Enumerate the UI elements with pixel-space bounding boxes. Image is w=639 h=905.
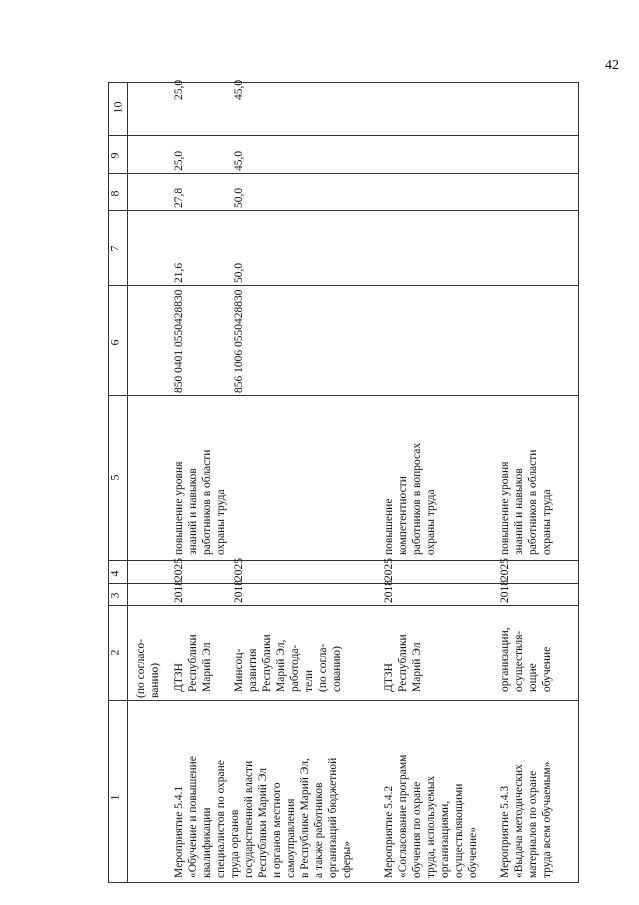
value-col8: 50,0 [233,187,245,208]
end-year: 2025 [499,558,511,581]
column-divider [108,135,579,136]
start-year: 2018 [499,580,511,603]
measure-name: Мероприятие 5.4.3 «Выдача методических материалов по охране труда всем обучаемым» [499,761,553,878]
table-border [578,82,579,882]
expected-result: повышение компетентности работников в вопросах охраны труда [383,442,437,555]
column-divider [108,882,579,883]
value-col7: 50,0 [233,262,245,283]
page-number: 42 [605,58,619,73]
column-divider [108,605,579,606]
table-border [127,82,128,882]
table-border [108,82,109,882]
value-col10: 45,0 [233,79,245,100]
end-year: 2025 [233,558,245,581]
header-col-9: 9 [107,152,122,159]
column-divider [108,395,579,396]
end-year: 2025 [173,558,185,581]
executor: ДТЗН Республики Марий Эл [173,634,213,692]
value-col7: 21,6 [173,262,185,283]
header-col-3: 3 [107,592,122,599]
header-col-1: 1 [107,794,122,801]
measure-name: Мероприятие 5.4.1 «Обучение и повышение квалификации специалистов по охране труда органов государственной власти Республики Марий Эл и органов местного самоуправления в Республике Марий Эл, а также работников организаций бюджетной сферы» [173,756,353,878]
column-divider [108,700,579,701]
column-divider [108,285,579,286]
value-col8: 27,8 [173,187,185,208]
budget-code: 850 0401 0550428830 [173,289,185,393]
column-divider [108,173,579,174]
expected-result: повышение уровня знаний и навыков работников в области охраны труда [173,449,227,555]
expected-result: повышение уровня знаний и навыков работников в области охраны труда [499,449,553,555]
header-col-6: 6 [107,339,122,346]
end-year: 2025 [383,558,395,581]
header-col-10: 10 [110,101,125,114]
measure-name: Мероприятие 5.4.2 «Согласование программ обучения по охране труда, используемых организациями, осуществляющими обучение» [383,754,479,878]
approval-note: (по согласо- ванию) [135,638,161,698]
header-col-7: 7 [107,245,122,252]
executor: ДТЗН Республики Марий Эл [383,634,423,692]
value-col10: 25,0 [173,79,185,100]
header-col-5: 5 [107,474,122,481]
value-col9: 45,0 [233,150,245,171]
value-col9: 25,0 [173,150,185,171]
header-col-2: 2 [107,649,122,656]
executor: Минсоц- развития Республики Марий Эл, работода- тели (по согла- сованию) [233,634,343,692]
start-year: 2018 [383,580,395,603]
start-year: 2018 [233,580,245,603]
header-col-8: 8 [107,190,122,197]
executor: организации, осуществля- ющие обучение [499,627,553,692]
budget-code: 856 1006 0550428830 [233,289,245,393]
start-year: 2018 [173,580,185,603]
column-divider [108,210,579,211]
header-col-4: 4 [107,570,122,577]
